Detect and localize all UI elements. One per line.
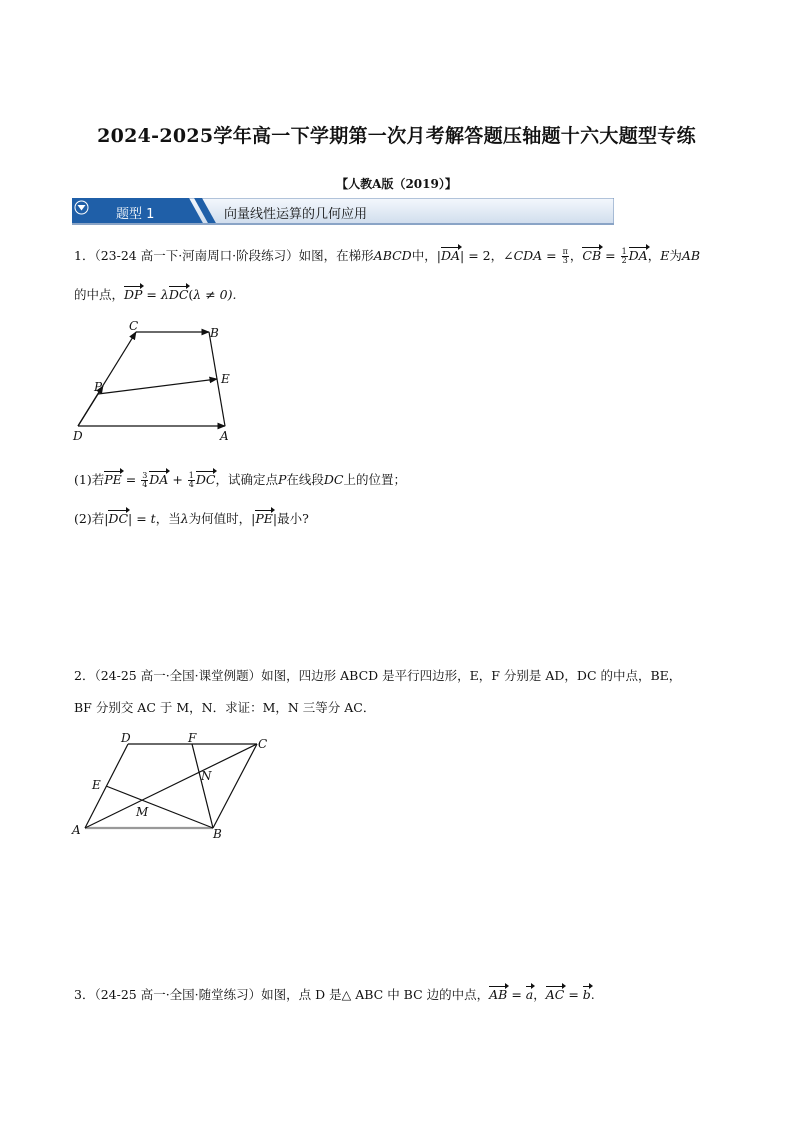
text: | = (128, 511, 151, 526)
problem-source: （23-24 高一下·河南周口·阶段练习）如图，在梯形 (94, 248, 374, 263)
trapezoid-name: ABCD (373, 248, 412, 263)
point-E: E (660, 248, 670, 263)
vector-CB: CB (582, 248, 602, 263)
vector-DC: DC (168, 287, 189, 302)
vector-AC: AC (545, 987, 565, 1002)
label-E: E (92, 778, 101, 792)
text: ， (533, 987, 546, 1002)
label-M: M (136, 805, 149, 819)
problem-2-line-1 (74, 668, 681, 684)
label-B: B (210, 326, 219, 340)
text: ，试确定点 (215, 472, 278, 487)
section-banner (72, 198, 614, 225)
text: + (168, 472, 187, 487)
condition: λ ≠ 0). (193, 287, 237, 302)
label-C: C (129, 319, 139, 333)
problem-text: （24-25 高一·全国·随堂练习）如图，点 D 是△ ABC 中 BC 边的中点， (94, 987, 490, 1002)
text: 的中点， (74, 287, 125, 302)
vector-DC: DC (108, 511, 129, 526)
text: = (507, 987, 526, 1002)
label-C: C (258, 737, 268, 751)
text: 为 (669, 248, 682, 263)
text: = (601, 248, 620, 263)
problem-1-line-1: 1．（23-24 高一下·河南周口·阶段练习）如图，在梯形ABCD中，|DA| = 2，∠CDA = $\frac{\pi}{3}$ ，CB = $\frac{1}{2}$ DA，E为AB (74, 247, 701, 265)
label-A: A (220, 429, 229, 443)
label-F: F (188, 731, 197, 745)
label-E: E (221, 372, 230, 386)
vector-b: b (582, 987, 591, 1002)
problem-number: 1． (74, 248, 95, 263)
text: = (564, 987, 583, 1002)
text: (2)若| (74, 511, 109, 526)
text: = (142, 287, 161, 302)
segment-BC (213, 744, 257, 828)
question-type-label: 题型 1 (116, 207, 155, 222)
problem-text: （24-25 高一·全国·课堂例题）如图，四边形 ABCD 是平行四边形，E，F 分别是 AD，DC 的中点，BE， (94, 668, 682, 683)
text: (1)若 (74, 472, 105, 487)
text: . (590, 987, 595, 1002)
text: 上的位置； (343, 472, 407, 487)
angle-name: CDA (513, 248, 543, 263)
point-P: P (277, 472, 287, 487)
text: ( (188, 287, 194, 302)
segment-AB: AB (681, 248, 701, 263)
vector-DP: DP (124, 287, 143, 302)
problem-number: 2． (74, 668, 95, 683)
vector-DA: DA (628, 248, 648, 263)
label-D: D (73, 429, 83, 443)
problem-2-line-2: BF 分别交 AC 于 M，N．求证：M，N 三等分 AC． (74, 700, 376, 715)
text: ， (647, 248, 661, 263)
vector-PE (98, 379, 217, 394)
text: ，当 (155, 511, 181, 526)
fraction-half: $\frac{1}{2}$ (621, 247, 627, 265)
fraction-3-4: $\frac{3}{4}$ (142, 471, 148, 489)
problem-3-line-1 (74, 987, 595, 1003)
vector-PE: PE (255, 511, 273, 526)
label-N: N (201, 769, 212, 783)
segment-DC: DC (323, 472, 344, 487)
text: 中， (411, 248, 437, 263)
segment-BF (192, 744, 213, 828)
parallelogram-figure (66, 726, 276, 842)
problem-1-part-2 (74, 511, 309, 527)
text: 为何值时，| (188, 511, 256, 526)
vector-AB: AB (489, 987, 508, 1002)
text: 在线段 (286, 472, 324, 487)
vector-DA: DA (440, 248, 460, 263)
problem-number: 3． (74, 987, 95, 1002)
vector-DC: DC (195, 472, 216, 487)
problem-1-part-1 (74, 472, 406, 489)
label-B: B (213, 827, 222, 841)
segment-AC (85, 744, 257, 828)
text: ， (569, 248, 583, 263)
vector-DA: DA (149, 472, 169, 487)
text: |最小? (272, 511, 309, 526)
question-type-topic: 向量线性运算的几何应用 (224, 207, 368, 222)
chevron-down-icon[interactable] (72, 198, 91, 217)
text: = (121, 472, 141, 487)
text: = (542, 248, 561, 263)
text: = 2，∠ (468, 248, 514, 263)
lambda: λ (180, 511, 189, 526)
fraction-pi-3: $\frac{\pi}{3}$ (562, 247, 568, 265)
label-D: D (121, 731, 131, 745)
problem-1-line-2 (74, 287, 236, 303)
vector-PE: PE (104, 472, 122, 487)
trapezoid-figure (70, 318, 240, 446)
variable-t: t (150, 511, 156, 526)
document-title: 2024-2025学年高一下学期第一次月考解答题压轴题十六大题型专练 (97, 125, 696, 147)
label-P: P (94, 380, 103, 394)
lambda: λ (160, 287, 169, 302)
segment-BE (106, 786, 213, 828)
document-subtitle: 【人教A版（2019）】 (336, 177, 457, 191)
vector-a: a (525, 987, 534, 1002)
label-A: A (72, 823, 81, 837)
fraction-1-4: $\frac{1}{4}$ (188, 471, 194, 489)
